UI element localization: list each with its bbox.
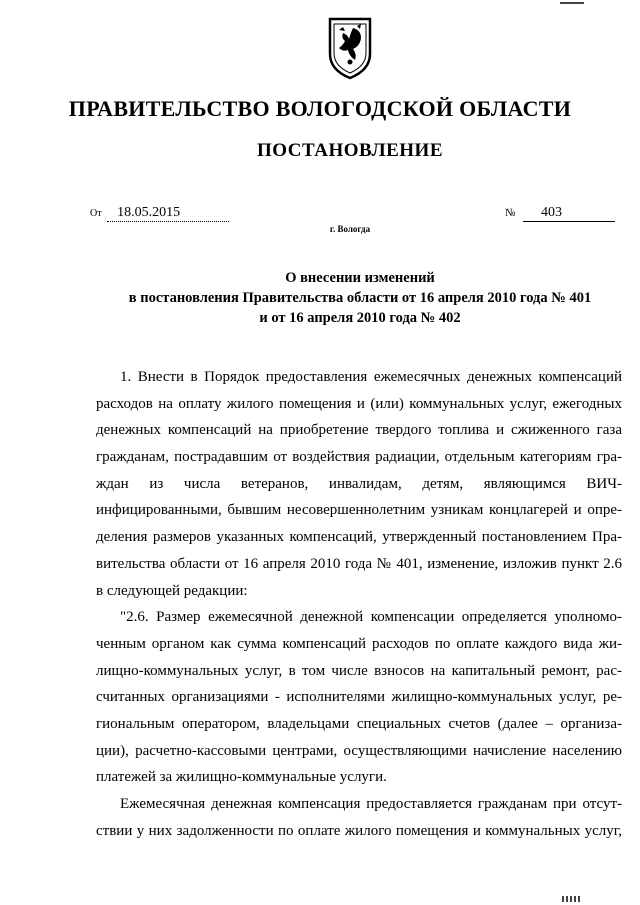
scan-mark-bottom [562, 896, 582, 902]
date-value: 18.05.2015 [107, 205, 229, 222]
document-subject [0, 268, 640, 328]
body-line: Ежемесячная денежная компенсация предоставляется гражданам при отсут- [120, 796, 622, 812]
body-line: гражданам, пострадавшим от воздействия радиации, отдельным категориям гра- [96, 449, 622, 466]
body-line: инфицированными, бывшим несовершеннолетним узникам концлагерей и опре- [96, 502, 622, 519]
body-line: платежей за жилищно-коммунальные услуги. [96, 769, 387, 786]
date-prefix: От [90, 208, 102, 219]
body-line: лищно-коммунальных услуг, в том числе взносов на капитальный ремонт, рас- [96, 662, 622, 679]
body-line: ствии у них задолженности по оплате жилого помещения и коммунальных услуг, [96, 822, 622, 839]
document-type-title: ПОСТАНОВЛЕНИЕ [256, 140, 444, 161]
subject-line: О внесении изменений [285, 270, 435, 286]
document-number [505, 205, 615, 222]
body-line: считанных организациями - исполнителями жилищно-коммунальных услуг, ре- [96, 689, 622, 706]
vologda-coat-of-arms-icon [327, 16, 373, 80]
body-line: ждан из числа ветеранов, инвалидам, детям, являющимся ВИЧ- [96, 475, 622, 492]
body-line: 1. Внести в Порядок предоставления ежемесячных денежных компенсаций [120, 369, 622, 385]
body-line: вительства области от 16 апреля 2010 года № 401, изменение, изложив пункт 2.6 [96, 555, 622, 572]
number-prefix: № [505, 207, 516, 219]
scan-mark-top [560, 0, 584, 6]
document-date [90, 205, 229, 222]
body-line: ции), расчетно-кассовыми центрами, осуществляющими начисление населению [96, 742, 622, 759]
body-line: гиональным оператором, владельцами специальных счетов (далее – организа- [96, 715, 622, 732]
city-label: г. Вологда [329, 224, 371, 234]
document-body [96, 364, 622, 844]
body-line: "2.6. Размер ежемесячной денежной компенсации определяется уполномо- [120, 609, 622, 626]
government-title: ПРАВИТЕЛЬСТВО ВОЛОГОДСКОЙ ОБЛАСТИ [68, 96, 572, 121]
number-value: 403 [523, 205, 615, 222]
body-line: ченным органом как сумма компенсаций расходов по оплате каждого вида жи- [96, 635, 622, 652]
body-line: расходов на оплату жилого помещения и (или) коммунальных услуг, ежегодных [96, 395, 622, 412]
subject-line: и от 16 апреля 2010 года № 402 [259, 310, 461, 326]
body-line: денежных компенсаций на приобретение твердого топлива и сжиженного газа [96, 422, 622, 439]
body-line: в следующей редакции: [96, 582, 248, 599]
body-line: деления размеров указанных компенсаций, утвержденный постановлением Пра- [96, 529, 622, 546]
subject-line: в постановления Правительства области от 16 апреля 2010 года № 401 [128, 290, 592, 306]
